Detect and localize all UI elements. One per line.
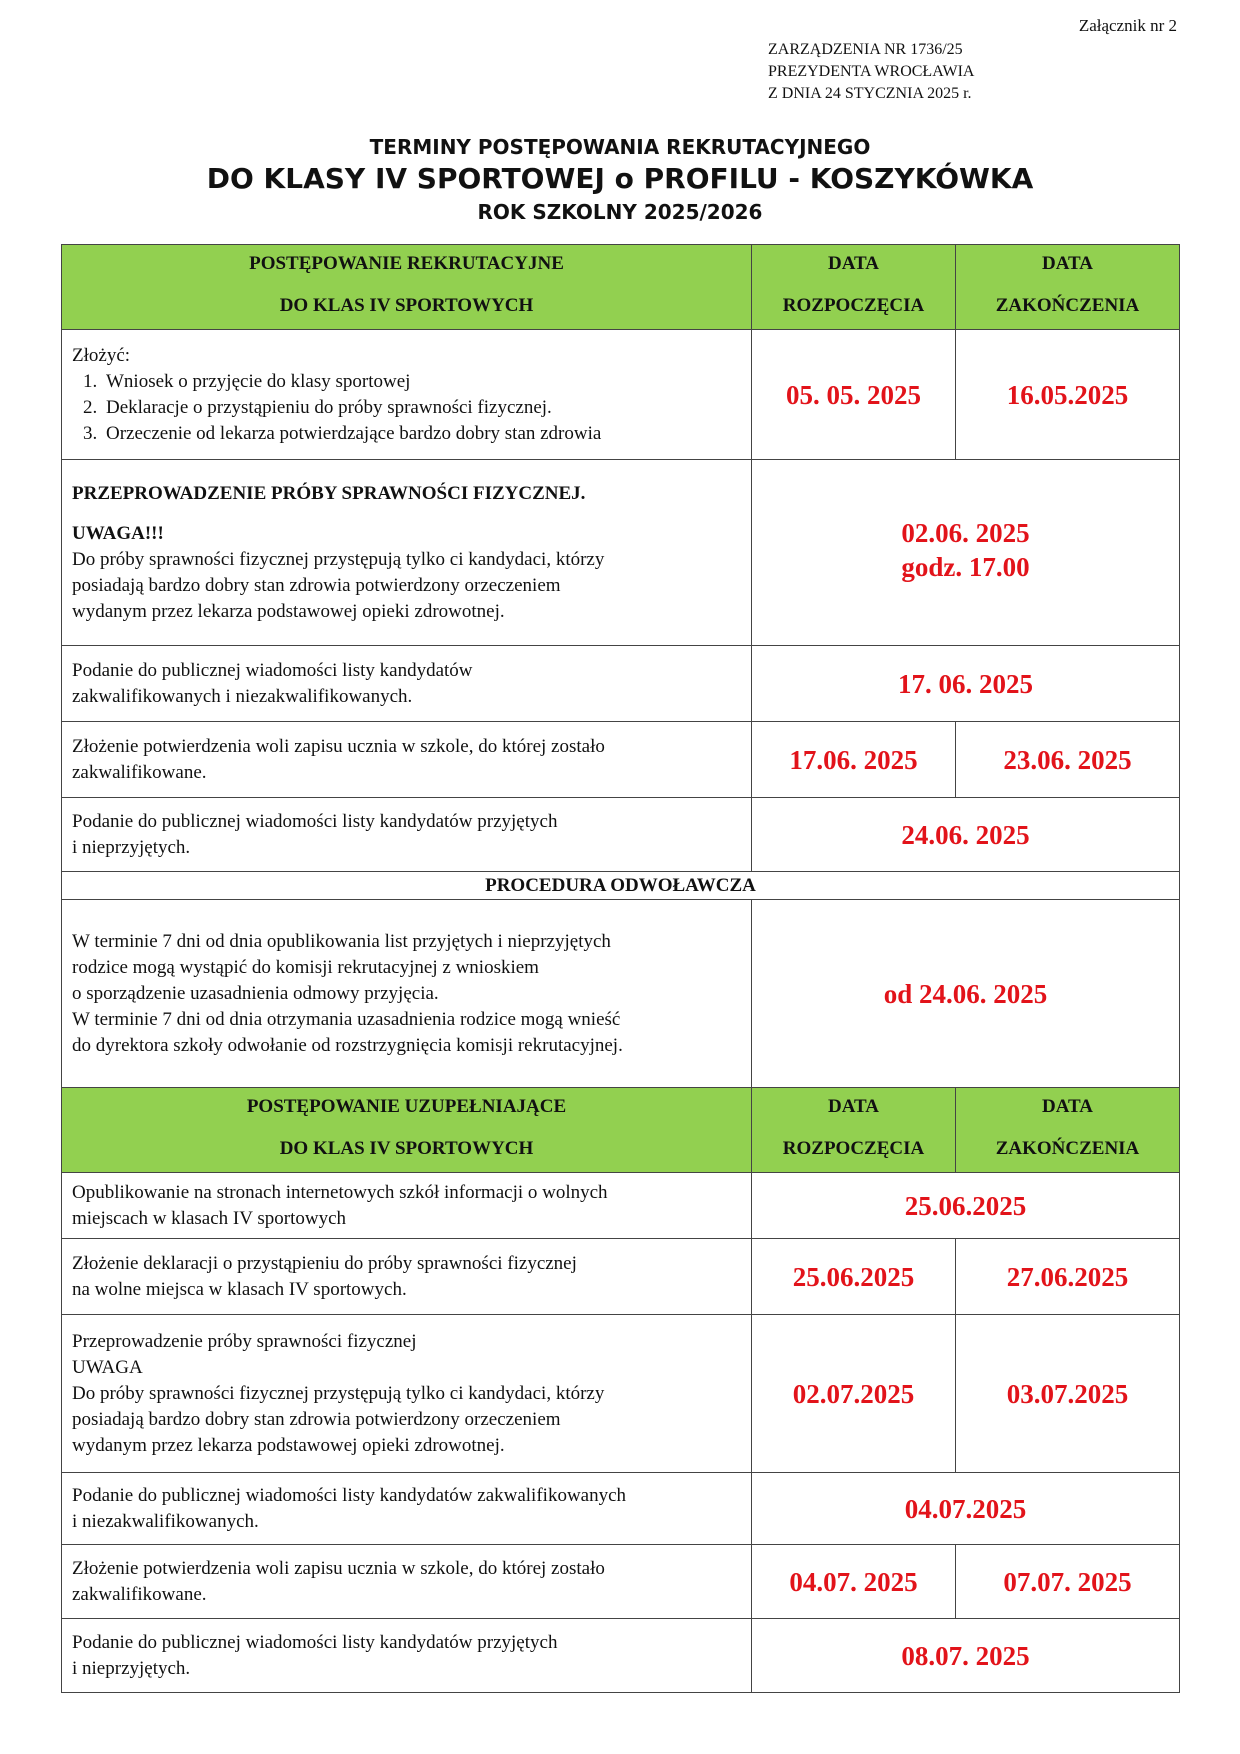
table-row <box>62 646 1180 722</box>
header-start-date <box>752 245 956 330</box>
header-text: DO KLAS IV SPORTOWYCH <box>279 1138 534 1159</box>
title-line-3: ROK SZKOLNY 2025/2026 <box>477 200 763 224</box>
table-row <box>62 1619 1180 1693</box>
table-row <box>62 722 1180 798</box>
date-value: 04.07.2025 <box>752 1473 1180 1545</box>
header-start-date <box>752 1088 956 1173</box>
row-text: o sporządzenie uzasadnienia odmowy przyjęcia. <box>72 982 439 1004</box>
table-row <box>62 1173 1180 1239</box>
appeal-section-row <box>62 872 1180 900</box>
row-text: i nieprzyjętych. <box>72 1657 191 1679</box>
ordinance-line: ZARZĄDZENIA NR 1736/25 <box>768 41 963 58</box>
test-date <box>752 460 1180 646</box>
row-text: Złożenie potwierdzenia woli zapisu ucznia w szkole, do której zostało <box>72 1557 605 1579</box>
row-description <box>62 330 752 460</box>
row-text: Przeprowadzenie próby sprawności fizycznej <box>72 1330 417 1352</box>
start-date: 17.06. 2025 <box>752 722 956 798</box>
end-date: 23.06. 2025 <box>956 722 1180 798</box>
table-row <box>62 1545 1180 1619</box>
row-title: PRZEPROWADZENIE PRÓBY SPRAWNOŚCI FIZYCZNEJ. <box>72 482 586 504</box>
start-date: 25.06.2025 <box>752 1239 956 1315</box>
row-text: posiadają bardzo dobry stan zdrowia potwierdzony orzeczeniem <box>72 574 561 596</box>
table-row <box>62 460 1180 646</box>
row-description <box>62 1473 752 1545</box>
list-item: 2. Deklaracje o przystąpieniu do próby sprawności fizycznej. <box>102 395 741 421</box>
table-row <box>62 1473 1180 1545</box>
row-description <box>62 900 752 1088</box>
header-text: DATA <box>827 1096 880 1117</box>
row-text: wydanym przez lekarza podstawowej opieki zdrowotnej. <box>72 1434 505 1456</box>
row-description <box>62 646 752 722</box>
header-procedure <box>62 245 752 330</box>
end-date: 16.05.2025 <box>956 330 1180 460</box>
row-description <box>62 1545 752 1619</box>
appeal-date: od 24.06. 2025 <box>752 900 1180 1088</box>
row-text: Złożenie potwierdzenia woli zapisu ucznia w szkole, do której zostało <box>72 735 605 757</box>
row-text: zakwalifikowane. <box>72 1583 207 1605</box>
row-description <box>62 460 752 646</box>
row-text: W terminie 7 dni od dnia opublikowania list przyjętych i nieprzyjętych <box>72 930 611 952</box>
row-text: Podanie do publicznej wiadomości listy kandydatów przyjętych <box>72 810 558 832</box>
table-row <box>62 1239 1180 1315</box>
header-text: ROZPOCZĘCIA <box>782 1138 925 1159</box>
table-row <box>62 330 1180 460</box>
row-text: Podanie do publicznej wiadomości listy kandydatów zakwalifikowanych <box>72 1484 627 1506</box>
header-text: DATA <box>1041 253 1094 274</box>
appeal-title: PROCEDURA ODWOŁAWCZA <box>62 872 1180 900</box>
row-text: Do próby sprawności fizycznej przystępują tylko ci kandydaci, którzy <box>72 1382 605 1404</box>
row-text: UWAGA <box>72 1356 143 1378</box>
row-text: Podanie do publicznej wiadomości listy kandydatów przyjętych <box>72 1631 558 1653</box>
header-text: POSTĘPOWANIE REKRUTACYJNE <box>249 253 564 274</box>
row-text: zakwalifikowane. <box>72 761 207 783</box>
attachment-label: Załącznik nr 2 <box>1078 16 1177 35</box>
warning-label: UWAGA!!! <box>72 522 164 544</box>
table-row <box>62 798 1180 872</box>
row-text: Podanie do publicznej wiadomości listy kandydatów <box>72 659 473 681</box>
row-text: Złożenie deklaracji o przystąpieniu do próby sprawności fizycznej <box>72 1252 577 1274</box>
recruitment-header-row <box>62 245 1180 330</box>
header-text: DATA <box>827 253 880 274</box>
header-text: ZAKOŃCZENIA <box>995 295 1140 316</box>
row-text: Opublikowanie na stronach internetowych szkół informacji o wolnych <box>72 1181 608 1203</box>
document-list <box>72 369 741 447</box>
header-text: ROZPOCZĘCIA <box>782 295 925 316</box>
row-text: zakwalifikowanych i niezakwalifikowanych. <box>72 685 413 707</box>
row-text: wydanym przez lekarza podstawowej opieki zdrowotnej. <box>72 600 505 622</box>
header-text: POSTĘPOWANIE UZUPEŁNIAJĄCE <box>246 1096 567 1117</box>
header-end-date <box>956 1088 1180 1173</box>
title-line-2: DO KLASY IV SPORTOWEJ o PROFILU - KOSZYKÓWKA <box>206 162 1034 195</box>
end-date: 27.06.2025 <box>956 1239 1180 1315</box>
row-text: Do próby sprawności fizycznej przystępują tylko ci kandydaci, którzy <box>72 548 605 570</box>
title-line-1: TERMINY POSTĘPOWANIA REKRUTACYJNEGO <box>369 135 871 159</box>
date-value: 08.07. 2025 <box>752 1619 1180 1693</box>
row-description <box>62 1239 752 1315</box>
start-date: 05. 05. 2025 <box>752 330 956 460</box>
date-value: 02.06. 2025 <box>901 518 1030 548</box>
schedule-table <box>61 244 1180 1693</box>
table-row <box>62 1315 1180 1473</box>
row-text: rodzice mogą wystąpić do komisji rekrutacyjnej z wnioskiem <box>72 956 539 978</box>
row-text: do dyrektora szkoły odwołanie od rozstrzygnięcia komisji rekrutacyjnej. <box>72 1034 623 1056</box>
row-text: na wolne miejsca w klasach IV sportowych. <box>72 1278 407 1300</box>
supplementary-header-row <box>62 1088 1180 1173</box>
ordinance-reference <box>768 39 974 105</box>
row-text: i nieprzyjętych. <box>72 836 191 858</box>
date-value: 25.06.2025 <box>752 1173 1180 1239</box>
row-description <box>62 722 752 798</box>
date-value: 24.06. 2025 <box>752 798 1180 872</box>
start-date: 04.07. 2025 <box>752 1545 956 1619</box>
list-item: 3. Orzeczenie od lekarza potwierdzające bardzo dobry stan zdrowia <box>102 421 741 447</box>
document-title <box>60 134 1180 226</box>
row-intro: Złożyć: <box>72 344 131 366</box>
row-text: posiadają bardzo dobry stan zdrowia potwierdzony orzeczeniem <box>72 1408 561 1430</box>
row-text: i niezakwalifikowanych. <box>72 1510 259 1532</box>
ordinance-line: Z DNIA 24 STYCZNIA 2025 r. <box>768 85 972 102</box>
date-value: 17. 06. 2025 <box>752 646 1180 722</box>
time-value: godz. 17.00 <box>901 552 1030 582</box>
header-text: DATA <box>1041 1096 1094 1117</box>
row-description <box>62 1173 752 1239</box>
row-text: W terminie 7 dni od dnia otrzymania uzasadnienia rodzice mogą wnieść <box>72 1008 621 1030</box>
table-row <box>62 900 1180 1088</box>
start-date: 02.07.2025 <box>752 1315 956 1473</box>
row-description <box>62 1619 752 1693</box>
header-procedure <box>62 1088 752 1173</box>
header-end-date <box>956 245 1180 330</box>
header-text: DO KLAS IV SPORTOWYCH <box>279 295 534 316</box>
end-date: 03.07.2025 <box>956 1315 1180 1473</box>
header-text: ZAKOŃCZENIA <box>995 1138 1140 1159</box>
row-description <box>62 798 752 872</box>
ordinance-line: PREZYDENTA WROCŁAWIA <box>768 63 975 80</box>
row-text: miejscach w klasach IV sportowych <box>72 1207 347 1229</box>
row-description <box>62 1315 752 1473</box>
list-item: 1. Wniosek o przyjęcie do klasy sportowej <box>102 369 741 395</box>
end-date: 07.07. 2025 <box>956 1545 1180 1619</box>
